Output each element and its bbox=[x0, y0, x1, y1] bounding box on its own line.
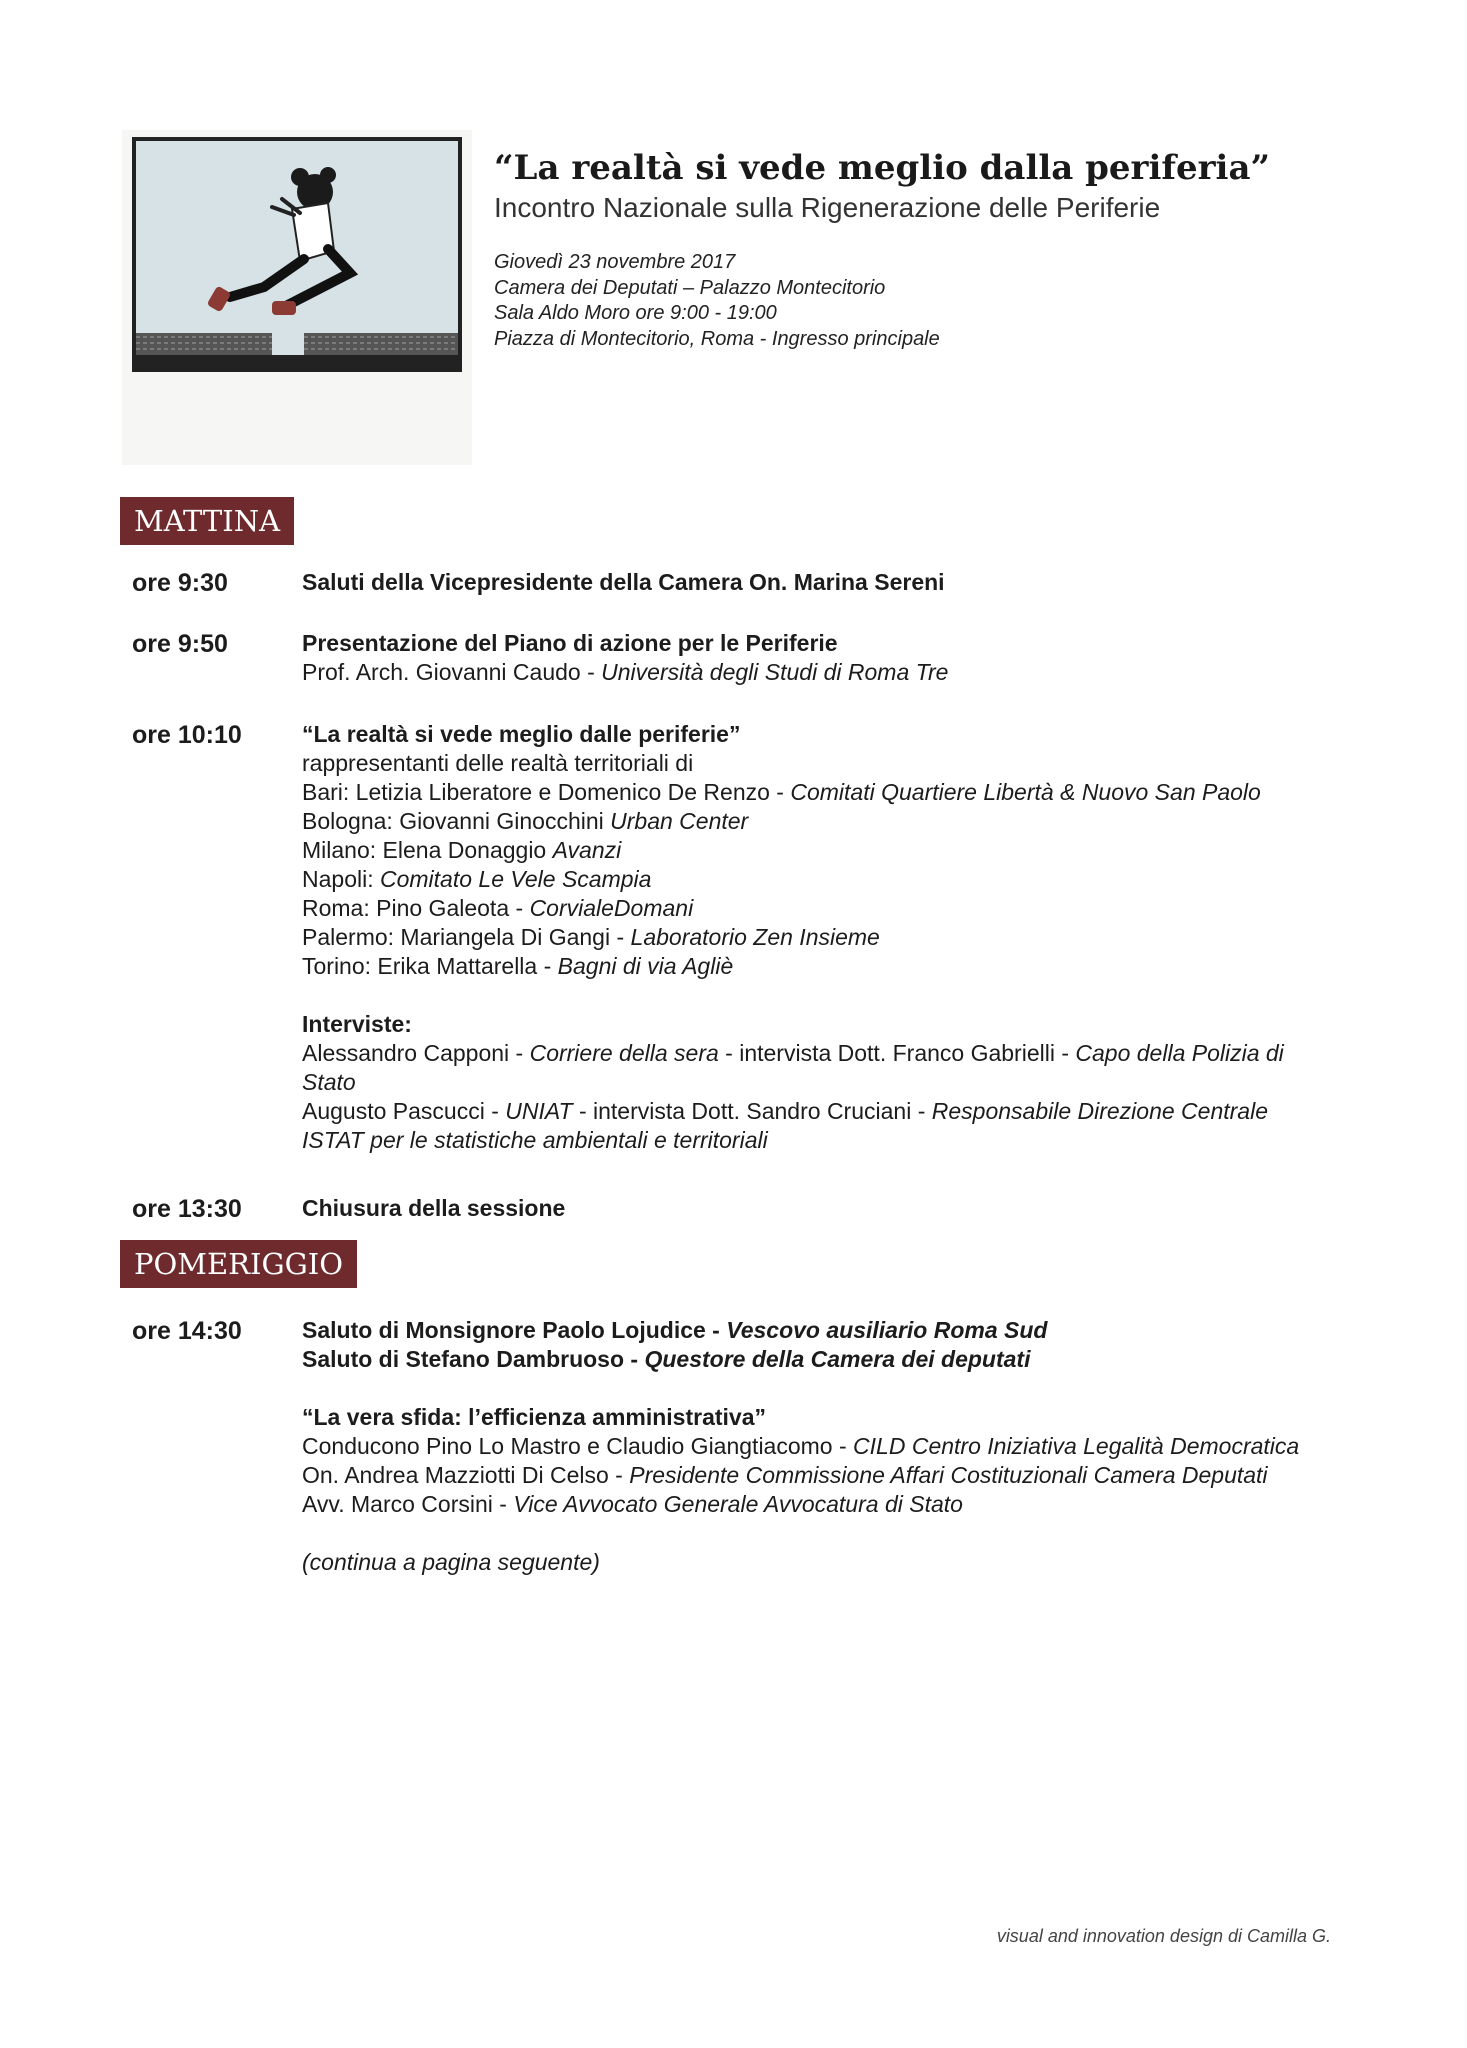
city-bologna: Bologna: Giovanni Ginocchini Urban Center bbox=[302, 808, 749, 834]
agenda-item-pomeriggio bbox=[302, 1316, 1382, 1577]
continue-note: (continua a pagina seguente) bbox=[302, 1549, 600, 1575]
event-info bbox=[494, 250, 1394, 352]
greeting-1: Saluto di Monsignore Paolo Lojudice - Vescovo ausiliario Roma Sud bbox=[302, 1317, 1048, 1343]
panel-member: Avv. Marco Corsini - Vice Avvocato Generale Avvocatura di Stato bbox=[302, 1491, 963, 1517]
agenda-item-piano bbox=[302, 629, 1382, 687]
panel-member: On. Andrea Mazziotti Di Celso - Presidente Commissione Affari Costituzionali Camera Deputati bbox=[302, 1462, 1268, 1488]
event-address: Piazza di Montecitorio, Roma - Ingresso principale bbox=[494, 327, 940, 350]
illustration-jumping-girl bbox=[132, 137, 462, 372]
interviews-label: Interviste: bbox=[302, 1011, 412, 1037]
section-pomeriggio: POMERIGGIO bbox=[120, 1240, 357, 1288]
agenda-title: Presentazione del Piano di azione per le Periferie bbox=[302, 630, 838, 656]
event-room-hours: Sala Aldo Moro ore 9:00 - 19:00 bbox=[494, 302, 777, 324]
design-credit: visual and innovation design di Camilla G. bbox=[996, 1926, 1331, 1946]
city-roma: Roma: Pino Galeota - CorvialeDomani bbox=[302, 895, 694, 921]
event-title: “La realtà si vede meglio dalla periferia” bbox=[494, 148, 1271, 188]
speaker-line: Prof. Arch. Giovanni Caudo - Università degli Studi di Roma Tre bbox=[302, 659, 949, 685]
agenda-title: Saluti della Vicepresidente della Camera On. Marina Sereni bbox=[302, 569, 945, 595]
agenda-title: Chiusura della sessione bbox=[302, 1195, 566, 1221]
city-milano: Milano: Elena Donaggio Avanzi bbox=[302, 837, 622, 863]
time-1010: ore 10:10 bbox=[132, 721, 242, 749]
time-0930: ore 9:30 bbox=[132, 569, 228, 597]
time-1430: ore 14:30 bbox=[132, 1317, 242, 1345]
event-venue: Camera dei Deputati – Palazzo Montecitorio bbox=[494, 276, 886, 299]
city-bari: Bari: Letizia Liberatore e Domenico De Renzo - Comitati Quartiere Libertà & Nuovo San Paolo bbox=[302, 779, 1261, 805]
agenda-item-realta bbox=[302, 720, 1302, 1155]
city-napoli: Napoli: Comitato Le Vele Scampia bbox=[302, 866, 652, 892]
interview-1: Alessandro Capponi - Corriere della sera - intervista Dott. Franco Gabrielli - Capo della Polizia di Stato bbox=[302, 1040, 1284, 1095]
event-header bbox=[494, 146, 1394, 352]
greeting-2: Saluto di Stefano Dambruoso - Questore della Camera dei deputati bbox=[302, 1346, 1031, 1372]
panel-member: Conducono Pino Lo Mastro e Claudio Giangtiacomo - CILD Centro Iniziativa Legalità Democratica bbox=[302, 1433, 1300, 1459]
time-1330: ore 13:30 bbox=[132, 1195, 242, 1223]
interview-2: Augusto Pascucci - UNIAT - intervista Dott. Sandro Cruciani - Responsabile Direzione Centrale ISTAT per le statistiche ambientali e territoriali bbox=[302, 1098, 1268, 1153]
ground bbox=[136, 355, 458, 368]
panel-title: “La vera sfida: l’efficienza amministrativa” bbox=[302, 1404, 767, 1430]
city-torino: Torino: Erika Mattarella - Bagni di via Agliè bbox=[302, 953, 734, 979]
section-mattina: MATTINA bbox=[120, 497, 294, 545]
event-subtitle: Incontro Nazionale sulla Rigenerazione delle Periferie bbox=[494, 192, 1161, 223]
agenda-title: “La realtà si vede meglio dalle periferie” bbox=[302, 721, 741, 747]
agenda-item-chiusura bbox=[302, 1194, 1382, 1223]
agenda-item-saluti bbox=[302, 568, 1382, 597]
city-palermo: Palermo: Mariangela Di Gangi - Laboratorio Zen Insieme bbox=[302, 924, 880, 950]
event-date: Giovedì 23 novembre 2017 bbox=[494, 251, 736, 273]
time-0950: ore 9:50 bbox=[132, 630, 228, 658]
agenda-intro: rappresentanti delle realtà territoriali di bbox=[302, 750, 694, 776]
